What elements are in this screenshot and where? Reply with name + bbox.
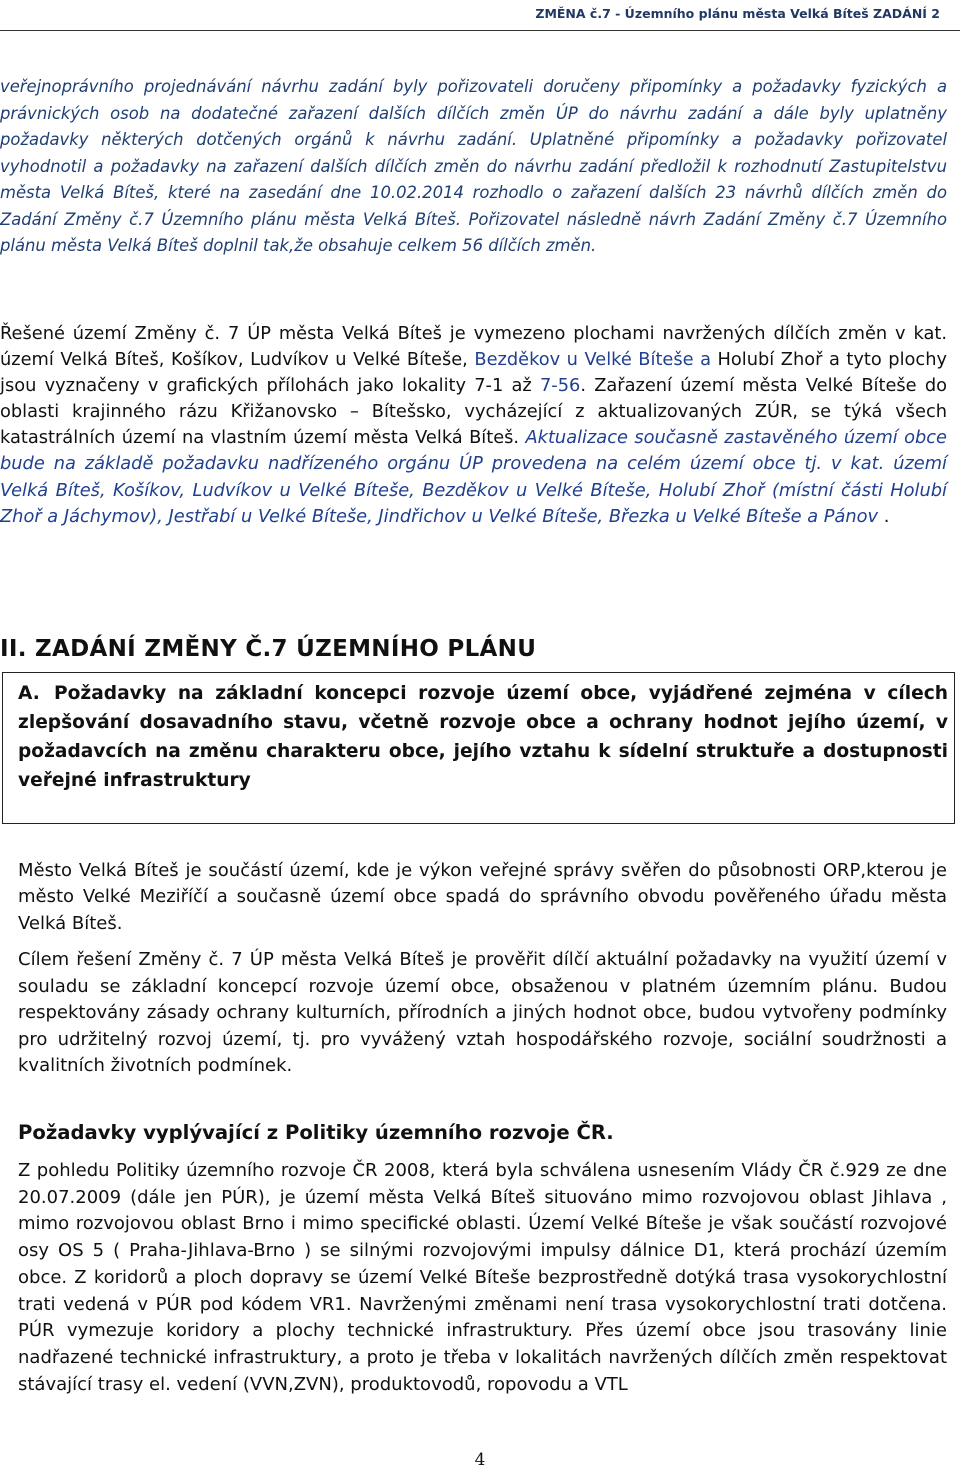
territory-text-4: . [878,505,890,527]
territory-text-3: . Zařazení území města Velké Bíteše do oblasti krajinného rázu Křižanovsko – Bítešsko, vycházející z aktualizovaných ZÚR, se týká všech katastrálních území na vlastním území města Velká Bíteš. [0,375,947,449]
territory-text-1: Řešené území Změny č. 7 ÚP města Velká Bíteš je vymezeno plochami navržených dílčích změn v kat. území Velká Bíteš, Košíkov, Ludvíkov u Velké Bíteše, [0,323,947,371]
paragraph-procedure-main: veřejnoprávního projednávání návrhu zadání byly pořizovateli doručeny připomínky a požadavky fyzických a právnických osob na dodatečné zařazení dalších dílčích změn ÚP do návrhu zadání a dále byly uplatněny požadavky některých dotčených orgánů k návrhu zadání. Uplatněné připomínky a požadavky pořizovatel vyhodnotil a požadavky na zařazení dalších dílčích změn do návrhu zadání předložil k rozhodnutí Zastupitelstvu města Velká Bíteš, které na zasedání dne 10.02.2014 rozhodlo o zařazení dalších 23 návrhů dílčích změn do Zadání Změny č.7 Územního plánu města Velká Bíteš. [0,77,947,229]
paragraph-territory [0,321,947,530]
header-rule [0,30,960,31]
territory-highlight-2: 7-56 [539,375,581,397]
running-header: ZMĚNA č.7 - Územního plánu města Velká Bíteš ZADÁNÍ 2 [535,6,940,21]
requirement-label: A. [18,683,40,704]
territory-highlight-3: Aktualizace současně zastavěného území obce bude na základě požadavku nadřízeného orgánu ÚP provedena na celém území obce tj. v kat. území Velká Bíteš, Košíkov, Ludvíkov u Velké Bíteše, Bezděkov u Velké Bíteše, Holubí Zhoř (místní části Holubí Zhoř a Jáchymov), Jestřabí u Velké Bíteše, Jindřichov u Velké Bíteše, Březka u Velké Bíteše a Pánov [0,427,948,527]
paragraph-procedure [0,74,947,260]
paragraph-policy: Z pohledu Politiky územního rozvoje ČR 2008, která byla schválena usnesením Vlády ČR č.929 ze dne 20.07.2009 (dále jen PÚR), je území města Velká Bíteš situováno mimo rozvojovou oblast Jihlava , mimo rozvojovou oblast Brno i mimo specifické oblasti. Území Velké Bíteše je však součástí rozvojové osy OS 5 ( Praha-Jihlava-Brno ) se silnými rozvojovými impulsy dálnice D1, která prochází územím obce. Z koridorů a ploch dopravy se území Velké Bíteše bezprostředně dotýká trasa vysokorychlostní trati vedená v PÚR pod kódem VR1. Navrženými změnami není trasa vysokorychlostní trati dotčena. PÚR vymezuje koridory a plochy technické infrastruktury. Přes území obce jsou trasovány linie nadřazené technické infrastruktury, a proto je třeba v lokalitách navržených dílčích změn respektovat stávající trasy el. vedení (VVN,ZVN), produktovodů, ropovodu a VTL [18,1160,947,1395]
territory-highlight-1: Bezděkov u Velké Bíteše a [474,349,712,371]
territory-text-2: Holubí Zhoř a tyto plochy jsou vyznačeny v grafických přílohách jako lokality 7-1 až [0,349,947,397]
requirement-box-text [18,679,948,795]
page-number: 4 [474,1450,486,1470]
section-title: II. ZADÁNÍ ZMĚNY Č.7 ÚZEMNÍHO PLÁNU [0,636,537,662]
paragraph-procedure-addendum: Pořizovatel následně návrh Zadání Změny č.7 Územního plánu města Velká Bíteš doplnil tak,že obsahuje celkem 56 dílčích změn. [0,209,947,255]
requirement-text: Požadavky na základní koncepci rozvoje území obce, vyjádřené zejména v cílech zlepšování dosavadního stavu, včetně rozvoje obce a ochrany hodnot jejího území, v požadavcích na změnu charakteru obce, jejího vztahu k sídelní struktuře a dostupnosti veřejné infrastruktury [18,683,948,791]
paragraph-goal: Cílem řešení Změny č. 7 ÚP města Velká Bíteš je prověřit dílčí aktuální požadavky na využití území v souladu se základní koncepcí rozvoje území obce, obsaženou v platném územním plánu. Budou respektovány zásady ochrany kulturních, přírodních a jiných hodnot obce, budou vytvořeny podmínky pro udržitelný rozvoj území, tj. pro vyvážený vztah hospodářského rozvoje, sociální soudržnosti a kvalitních životních podmínek. [18,949,947,1076]
subheading-policy: Požadavky vyplývající z Politiky územního rozvoje ČR. [18,1121,614,1144]
paragraph-administration: Město Velká Bíteš je součástí území, kde je výkon veřejné správy svěřen do působnosti ORP,kterou je město Velké Meziříčí a současně území obce spadá do správního obvodu pověřeného úřadu města Velká Bíteš. [18,860,947,934]
